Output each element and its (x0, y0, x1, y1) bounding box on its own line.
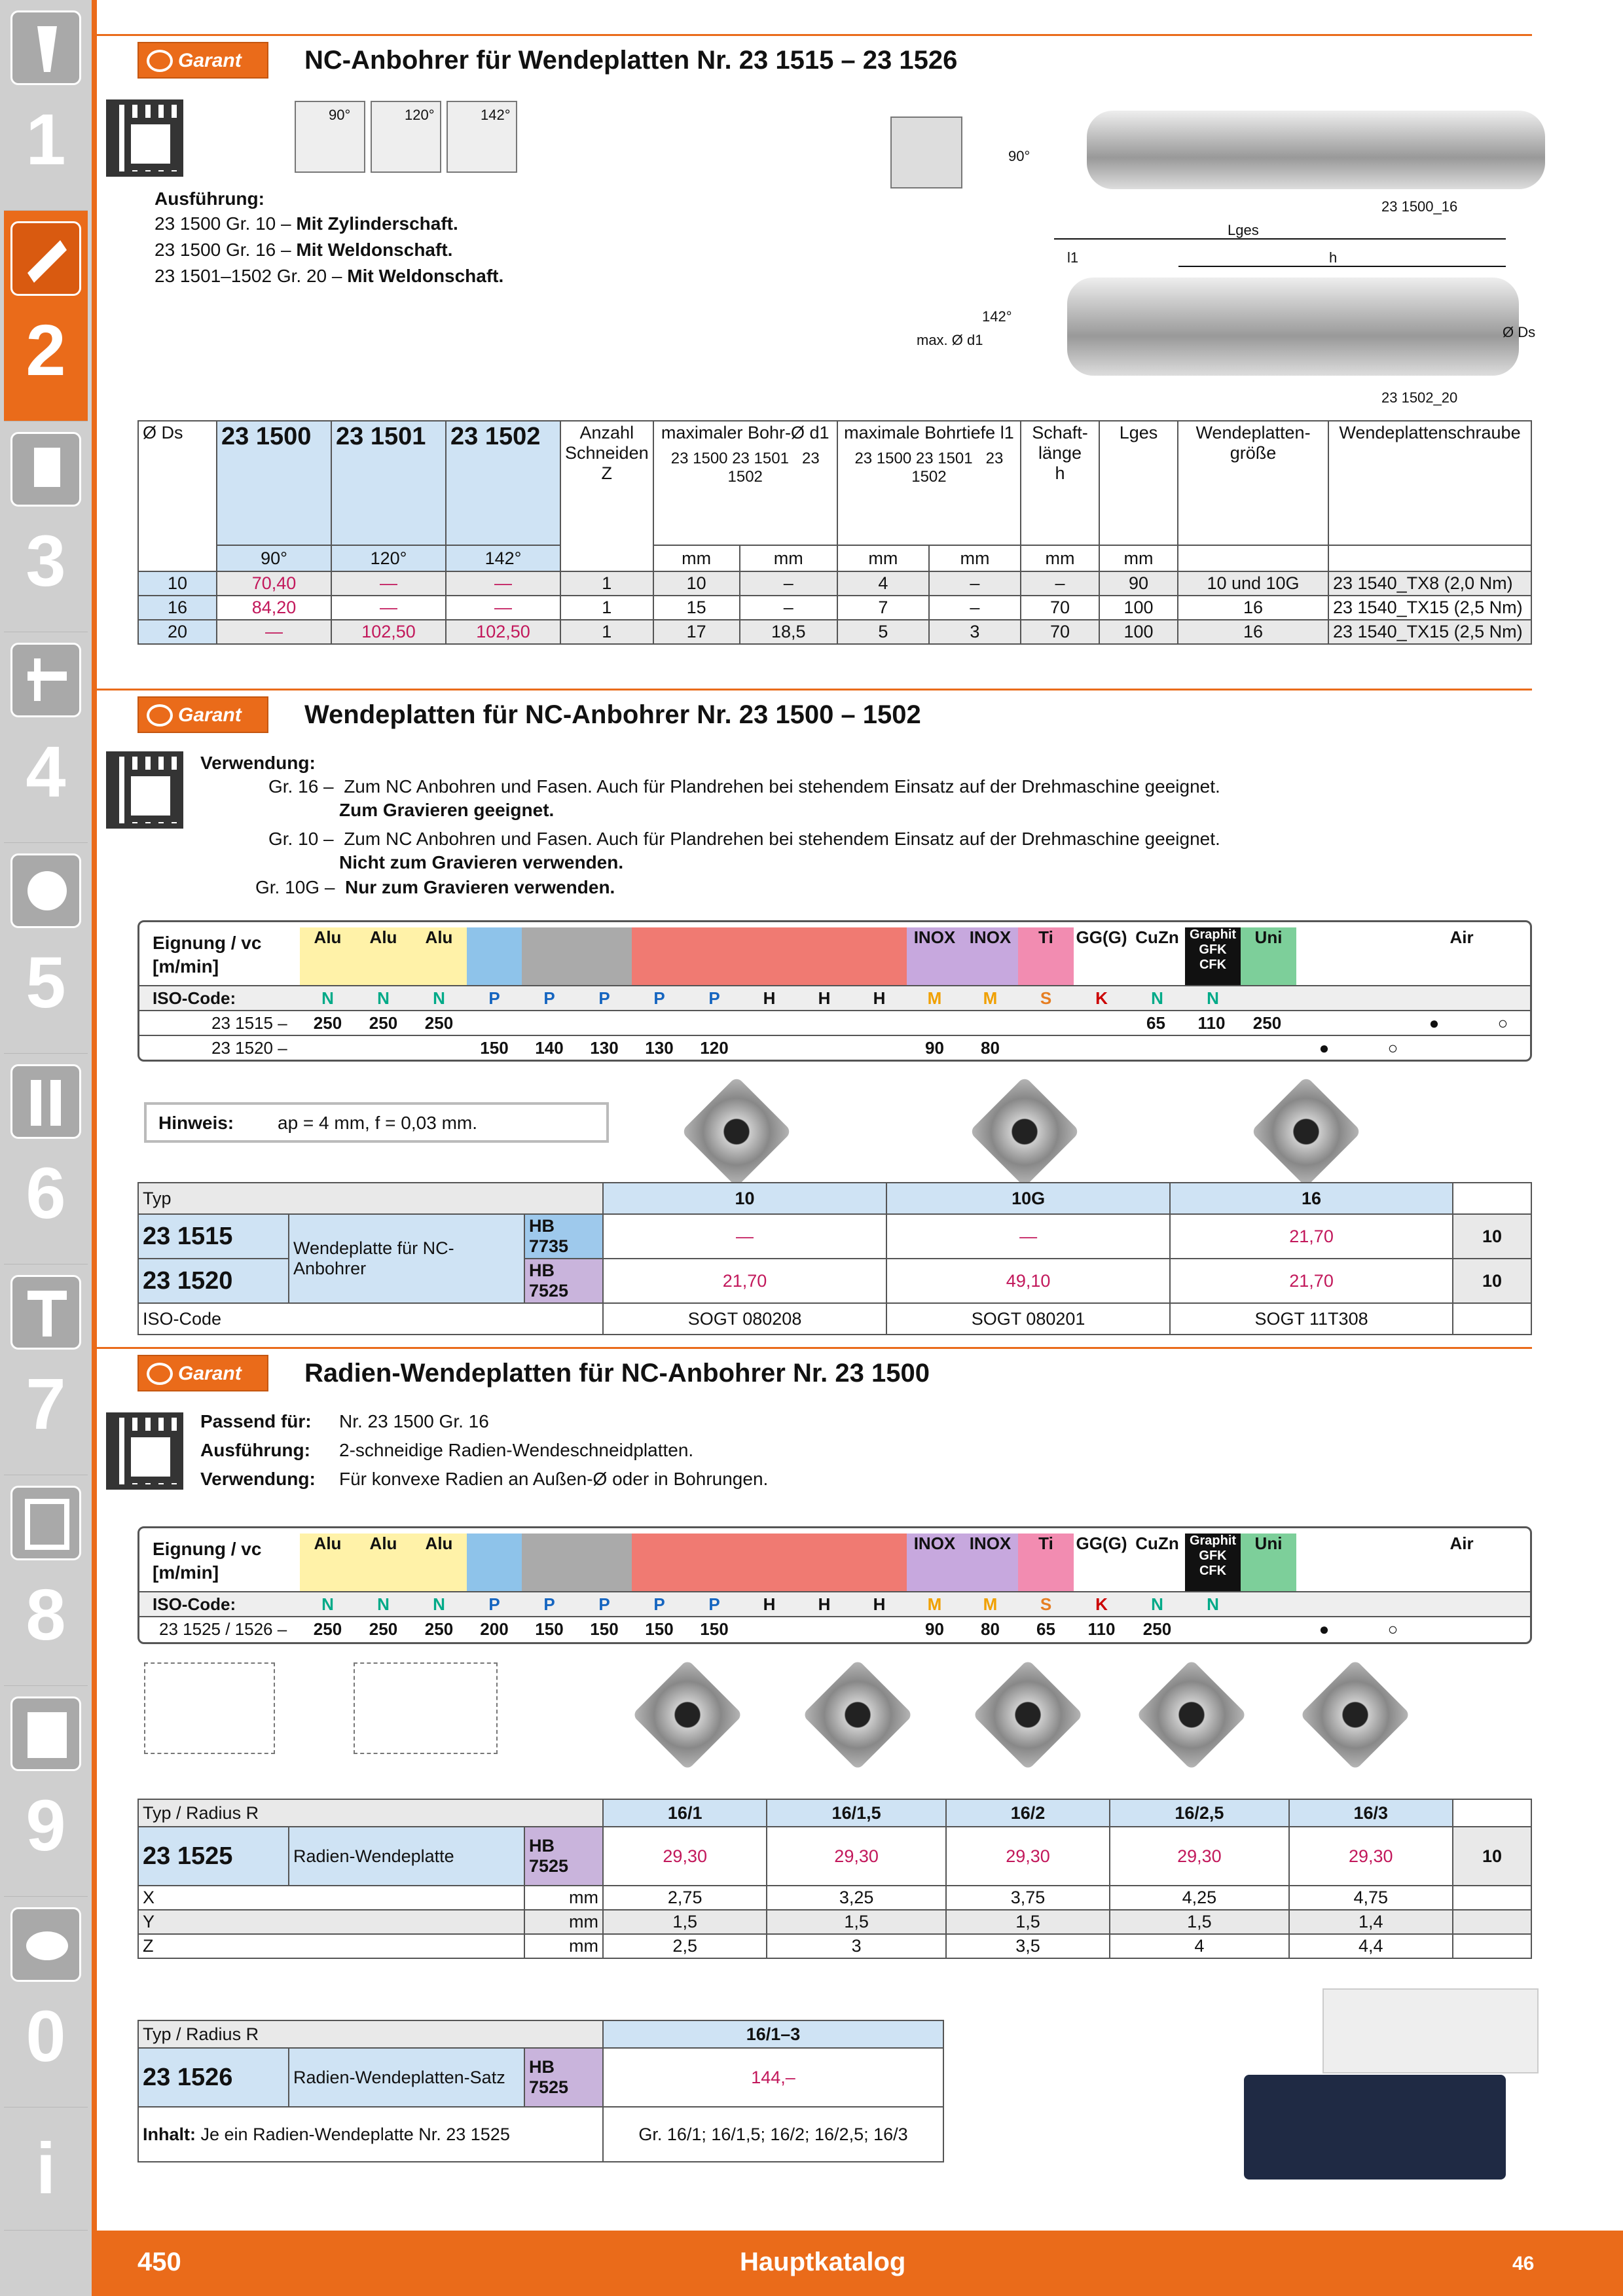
chapter-tab-7[interactable]: 7 (4, 1265, 88, 1475)
angle-label: 90° (1008, 148, 1030, 164)
chapter-tab-5[interactable]: 5 (4, 843, 88, 1054)
table-row: 20 — 102,50 102,50 1 17 18,5 5 3 70 100 16 23 1540_TX15 (2,5 Nm) (138, 620, 1531, 644)
chapter-tab-1[interactable]: 1 (4, 0, 88, 211)
col-anzahl: Anzahl Schneiden Z (560, 421, 653, 571)
eignung-label: Eignung / vc [m/min] (153, 933, 262, 977)
image-caption: 23 1500_16 (1381, 198, 1458, 215)
col-bohr: maximaler Bohr-Ø d1 23 1500 23 1501 23 1502 (653, 421, 837, 545)
chapter-tab-6[interactable]: 6 (4, 1054, 88, 1265)
table-row: 16 84,20 — — 1 15 – 7 – 70 100 16 23 1540_TX15 (2,5 Nm) (138, 596, 1531, 620)
section-title: Radien-Wendeplatten für NC-Anbohrer Nr. 23 1500 (304, 1359, 930, 1388)
radius-drawing (354, 1662, 498, 1754)
dim-h: h (1329, 249, 1338, 266)
section-title: NC-Anbohrer für Wendeplatten Nr. 23 1515 – 23 1526 (304, 46, 958, 75)
verwendung-heading: Verwendung: (200, 753, 316, 773)
iso-row: ISO-Code: N N N P P P P P H H H M M S K N N (139, 985, 1530, 1010)
radius-icon (890, 117, 962, 188)
unit-mm: mm (740, 545, 837, 571)
angle-icons (295, 101, 520, 173)
tool-image-2 (1067, 278, 1519, 376)
angle-142-icon: 142° (447, 101, 517, 173)
insert-image (1300, 1659, 1411, 1770)
footer (92, 2231, 1623, 2296)
table-row: 23 1515 – 250 250 250 65 110 250 ● ○ (139, 1010, 1530, 1035)
unit-mm: mm (1099, 545, 1178, 571)
table-row: 23 1525 / 1526 – 250 250 250 200 150 150 150 150 90 80 65 110 250 ● ○ (139, 1616, 1530, 1641)
dim-lges: Lges (1228, 222, 1259, 238)
package-image (1322, 1988, 1539, 2073)
table-row: Y mm 1,5 1,5 1,5 1,5 1,4 (138, 1910, 1531, 1934)
insert-image-10 (681, 1076, 792, 1187)
col-schaft: Schaft-länge h (1021, 421, 1099, 545)
table-row: Inhalt: Je ein Radien-Wendeplatte Nr. 23 1525 Gr. 16/1; 16/1,5; 16/2; 16/2,5; 16/3 (138, 2107, 943, 2162)
radius-drawing (144, 1662, 275, 1754)
dim-d1: max. Ø d1 (917, 332, 983, 348)
info-label: Ausführung: (200, 1440, 310, 1460)
table-row: 23 1520 HB 7525 21,70 49,10 21,70 10 (138, 1259, 1531, 1303)
nc-anbohrer-table (137, 420, 1532, 645)
insert-image (972, 1659, 1084, 1770)
unit-90: 90° (217, 545, 331, 571)
verwendung-note: Nicht zum Gravieren verwenden. (339, 852, 624, 872)
garant-logo: Garant (137, 1355, 268, 1391)
footer-right: 46 (1512, 2253, 1535, 2274)
chapter-tab-4[interactable]: 4 (4, 632, 88, 843)
chapter-tab-0[interactable]: 0 (4, 1897, 88, 2108)
col-wps: Wendeplattenschraube (1328, 421, 1531, 545)
material-header: Alu Alu Alu INOX INOX Ti GG(G) CuZn Graphit GFK CFK Uni Air (300, 927, 1531, 985)
orange-rail (92, 0, 97, 2296)
chapter-tab-8[interactable]: 8 (4, 1475, 88, 1686)
info-label: Passend für: (200, 1411, 312, 1431)
info-value: 2-schneidige Radien-Wendeschneidplatten. (339, 1440, 694, 1460)
col-231501: 23 1501 (331, 421, 446, 545)
unit-mm: mm (929, 545, 1021, 571)
radien-satz-table: Typ / Radius R 16/1–3 23 1526 Radien-Wendeplatten-Satz HB 7525 144,– Inhalt: Je ein Radien-Wendeplatte Nr. 23 1525 Gr. 16/1; 16/1,5; 16/2; 16/2,5; 16/3 (137, 2020, 944, 2162)
unit-120: 120° (331, 545, 446, 571)
unit-mm: mm (1021, 545, 1099, 571)
info-value: Nr. 23 1500 Gr. 16 (339, 1411, 489, 1431)
verwendung-note: Zum Gravieren geeignet. (339, 800, 555, 820)
verwendung-line: Gr. 10G – Nur zum Gravieren verwenden. (255, 877, 615, 897)
table-row: 23 1515 Wendeplatte für NC-Anbohrer HB 7735 — — 21,70 10 (138, 1214, 1531, 1259)
material-table (137, 920, 1532, 1062)
ausfuehrung-line: 23 1500 Gr. 10 – Mit Zylinderschaft. (155, 213, 458, 234)
section-divider (92, 34, 1532, 36)
radien-table: Typ / Radius R 16/1 16/1,5 16/2 16/2,5 16/3 23 1525 Radien-Wendeplatte HB 7525 29,30 29,30 29,30 29,30 29,30 10 X mm 2,75 3,25 3,75 4,25 4,75 Y mm 1,5 1,5 1,5 1,5 1,4 Z mm 2,5 3 3,5 4 4,4 (137, 1799, 1532, 1959)
info-label: Verwendung: (200, 1469, 316, 1489)
catalog-name: Hauptkatalog (740, 2248, 906, 2276)
insert-image-10g (969, 1076, 1080, 1187)
col-lges: Lges (1099, 421, 1178, 545)
unit-142: 142° (446, 545, 560, 571)
info-value: Für konvexe Radien an Außen-Ø oder in Bohrungen. (339, 1469, 769, 1489)
chapter-tab-info[interactable]: i (4, 2108, 88, 2231)
material-header: Alu Alu Alu INOX INOX Ti GG(G) CuZn Graphit GFK CFK Uni Air (300, 1534, 1531, 1591)
table-row: ISO-Code SOGT 080208 SOGT 080201 SOGT 11T308 (138, 1303, 1531, 1335)
qr-code-icon (106, 99, 183, 177)
material-table: Eignung / vc [m/min] Alu Alu Alu INOX INOX Ti GG(G) CuZn Graphit GFK CFK Uni Air ISO-Code: N N N P P P P P H H H M M S K N N 23 1525 / 1526 – 250 250 250 200 150 150 150 150 90 80 65 110 250 ● ○ (137, 1526, 1532, 1644)
dim-l1: l1 (1067, 249, 1079, 266)
table-row: 10 70,40 — — 1 10 – 4 – – 90 10 und 10G 23 1540_TX8 (2,0 Nm) (138, 571, 1531, 596)
col-231502: 23 1502 (446, 421, 560, 545)
page-number: 450 (137, 2248, 181, 2276)
col-231500: 23 1500 (217, 421, 331, 545)
unit-mm: mm (837, 545, 929, 571)
table-row: 23 1520 – 150 140 130 130 120 90 80 ● ○ (139, 1035, 1530, 1060)
table-row: X mm 2,75 3,25 3,75 4,25 4,75 (138, 1886, 1531, 1910)
chapter-tab-2[interactable]: 2 (4, 211, 88, 422)
dim-ds: Ø Ds (1503, 324, 1536, 340)
ausfuehrung-line: 23 1500 Gr. 16 – Mit Weldonschaft. (155, 240, 453, 260)
hinweis-box: Hinweis: ap = 4 mm, f = 0,03 mm. (144, 1102, 609, 1143)
iso-row: ISO-Code: N N N P P P P P H H H M M S K N N (139, 1591, 1530, 1616)
chapter-tab-9[interactable]: 9 (4, 1686, 88, 1897)
verwendung-line: Gr. 16 – Zum NC Anbohren und Fasen. Auch für Plandrehen bei stehendem Einsatz auf der Drehmaschine geeignet. (268, 776, 1220, 797)
angle-120-icon: 120° (371, 101, 441, 173)
section-radien (137, 1355, 1532, 2219)
tool-image-1 (1087, 111, 1545, 189)
col-ds: Ø Ds (138, 421, 217, 571)
col-tiefe: maximale Bohrtiefe l1 23 1500 23 1501 23 1502 (837, 421, 1021, 545)
ausfuehrung-heading: Ausführung: (155, 188, 264, 209)
section-divider (92, 1347, 1532, 1349)
verwendung-line: Gr. 10 – Zum NC Anbohren und Fasen. Auch für Plandrehen bei stehendem Einsatz auf der Drehmaschine geeignet. (268, 829, 1220, 849)
insert-image (802, 1659, 913, 1770)
table-row: 23 1526 Radien-Wendeplatten-Satz HB 7525 144,– (138, 2048, 943, 2107)
unit-mm: mm (653, 545, 740, 571)
wendeplatten-table: Typ 10 10G 16 23 1515 Wendeplatte für NC-Anbohrer HB 7735 — — 21,70 10 23 1520 HB 7525 21,70 49,10 21,70 10 ISO-Code SOGT 080208 SOGT 080201 SOGT 11T308 (137, 1182, 1532, 1335)
garant-logo: Garant (137, 696, 268, 733)
chapter-tab-3[interactable]: 3 (4, 422, 88, 632)
table-row: 23 1525 Radien-Wendeplatte HB 7525 29,30 29,30 29,30 29,30 29,30 10 (138, 1827, 1531, 1886)
dim-line (1054, 238, 1506, 240)
image-caption: 23 1502_20 (1381, 389, 1458, 406)
section-divider (92, 689, 1532, 691)
insert-image-16 (1250, 1076, 1362, 1187)
angle-label: 142° (982, 308, 1012, 325)
qr-code-icon (106, 751, 183, 829)
garant-logo: Garant (137, 42, 268, 79)
dim-line (1178, 266, 1506, 267)
ausfuehrung-line: 23 1501–1502 Gr. 20 – Mit Weldonschaft. (155, 266, 504, 286)
angle-90-icon: 90° (295, 101, 365, 173)
col-wp: Wendeplatten-größe (1178, 421, 1328, 545)
qr-code-icon (106, 1412, 183, 1490)
insert-image (632, 1659, 743, 1770)
section-title: Wendeplatten für NC-Anbohrer Nr. 23 1500 – 1502 (304, 700, 921, 729)
insert-image (1136, 1659, 1247, 1770)
section-wendeplatten (137, 696, 1532, 1338)
package-image (1244, 2075, 1506, 2179)
pack-icon (1453, 1183, 1531, 1214)
chapter-sidebar (0, 0, 92, 2296)
table-row: Z mm 2,5 3 3,5 4 4,4 (138, 1934, 1531, 1958)
section-nc-anbohrer (137, 42, 1536, 683)
